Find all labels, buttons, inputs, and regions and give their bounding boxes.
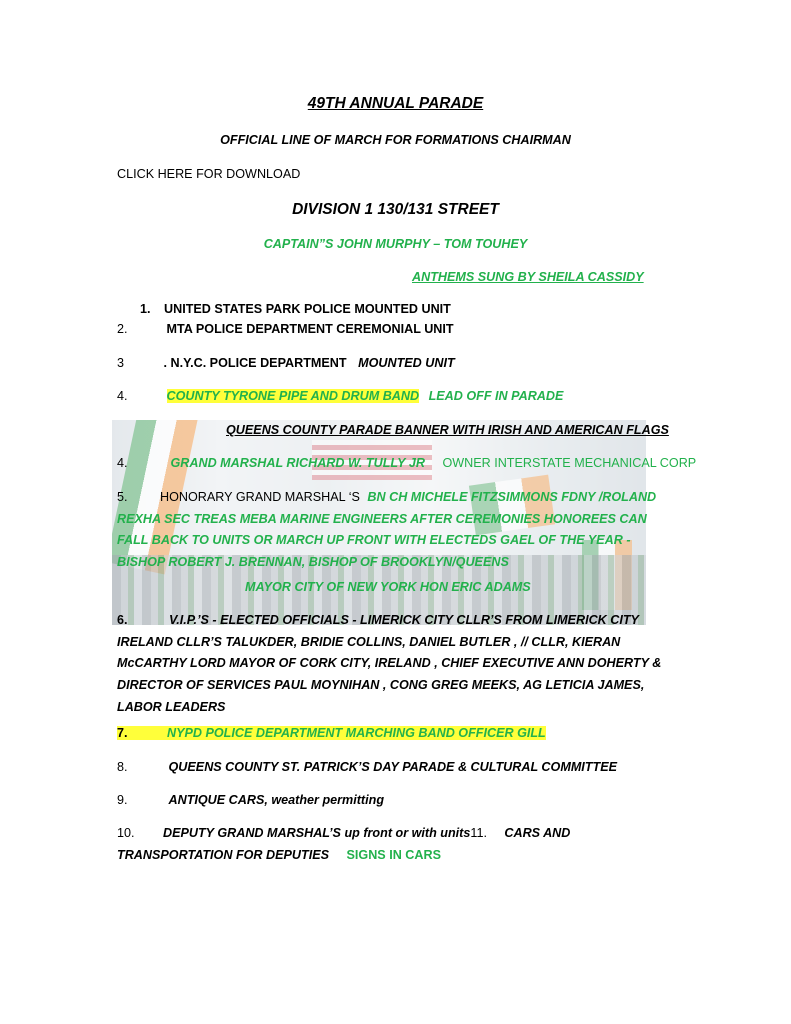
item-number: 8. — [117, 760, 128, 774]
list-item — [117, 389, 563, 403]
item-text: QUEENS COUNTY ST. PATRICK’S DAY PARADE & CULTURAL COMMITTEE — [168, 760, 617, 774]
item-extra: MOUNTED UNIT — [358, 356, 455, 370]
list-item — [117, 456, 696, 470]
item-text: DEPUTY GRAND MARSHAL’S up front or with units — [163, 826, 471, 840]
item-number: 2. — [117, 322, 128, 336]
list-item — [117, 487, 677, 574]
item-extra: SIGNS IN CARS — [346, 847, 441, 862]
item-text: CARS AND TRANSPORTATION FOR DEPUTIES — [117, 826, 571, 862]
page-subtitle: OFFICIAL LINE OF MARCH FOR FORMATIONS CHAIRMAN — [220, 133, 571, 147]
item-text: V.I.P.’S - ELECTED OFFICIALS - LIMERICK CITY CLLR’S FROM LIMERICK CITY IRELAND CLLR’S TALUKDER, BRIDIE COLLINS, DANIEL BUTLER , // CLLR, KIERAN McCARTHY LORD MAYOR OF CORK CITY, IRELAND , CHIEF EXECUTIVE ANN DOHERTY & DIRECTOR OF SERVICES PAUL MOYNIHAN , CONG GREG MEEKS, AG LETICIA JAMES, LABOR LEADERS — [117, 613, 662, 714]
mayor-line: MAYOR CITY OF NEW YORK HON ERIC ADAMS — [245, 580, 531, 594]
item-number: 6. — [117, 613, 128, 627]
item-text: NYPD POLICE DEPARTMENT MARCHING BAND OFFICER GILL — [167, 726, 546, 740]
item-lead: HONORARY GRAND MARSHAL ‘S — [160, 490, 360, 504]
item-number: 4. — [117, 389, 128, 403]
item-extra: LEAD OFF IN PARADE — [428, 389, 564, 403]
list-item — [117, 726, 546, 740]
banner-line: QUEENS COUNTY PARADE BANNER WITH IRISH AND AMERICAN FLAGS — [226, 423, 669, 437]
item-text-highlighted: COUNTY TYRONE PIPE AND DRUM BAND — [166, 389, 420, 403]
list-item — [117, 823, 677, 866]
download-link[interactable]: CLICK HERE FOR DOWNLOAD — [117, 167, 301, 181]
anthems-line: ANTHEMS SUNG BY SHEILA CASSIDY — [412, 270, 644, 284]
list-item — [140, 302, 451, 316]
item-number: 11. — [470, 826, 487, 840]
list-item — [117, 322, 454, 336]
list-item — [117, 356, 455, 370]
item-number: 1. — [140, 302, 151, 316]
item-text: UNITED STATES PARK POLICE MOUNTED UNIT — [164, 302, 451, 316]
item-number: 5. — [117, 490, 128, 504]
page-title: 49TH ANNUAL PARADE — [307, 95, 484, 112]
item-text: GRAND MARSHAL RICHARD W. TULLY JR — [170, 456, 425, 470]
item-number: 9. — [117, 793, 128, 807]
captains-line: CAPTAIN”S JOHN MURPHY – TOM TOUHEY — [263, 237, 528, 251]
item-number: 10. — [117, 826, 135, 840]
item-number: 4. — [117, 456, 128, 470]
item-text: ANTIQUE CARS, weather permitting — [168, 793, 385, 807]
item-number: 3 — [117, 356, 125, 370]
list-item — [117, 760, 617, 774]
division-heading: DIVISION 1 130/131 STREET — [292, 201, 499, 218]
item-text-highlighted — [117, 726, 546, 740]
item-number: 7. — [117, 726, 128, 740]
item-text: BN CH MICHELE FITZSIMMONS FDNY /ROLAND REXHA SEC TREAS MEBA MARINE ENGINEERS AFTER CEREMONIES HONOREES CAN FALL BACK TO UNITS OR MARCH UP FRONT WITH ELECTEDS GAEL OF THE YEAR -BISHOP ROBERT J. BRENNAN, BISHOP OF BROOKLYN/QUEENS — [117, 490, 657, 570]
list-item — [117, 793, 384, 807]
item-extra: OWNER INTERSTATE MECHANICAL CORP — [442, 456, 697, 470]
item-text: . N.Y.C. POLICE DEPARTMENT — [163, 356, 347, 370]
item-text: MTA POLICE DEPARTMENT CEREMONIAL UNIT — [166, 322, 454, 336]
list-item — [117, 610, 677, 719]
